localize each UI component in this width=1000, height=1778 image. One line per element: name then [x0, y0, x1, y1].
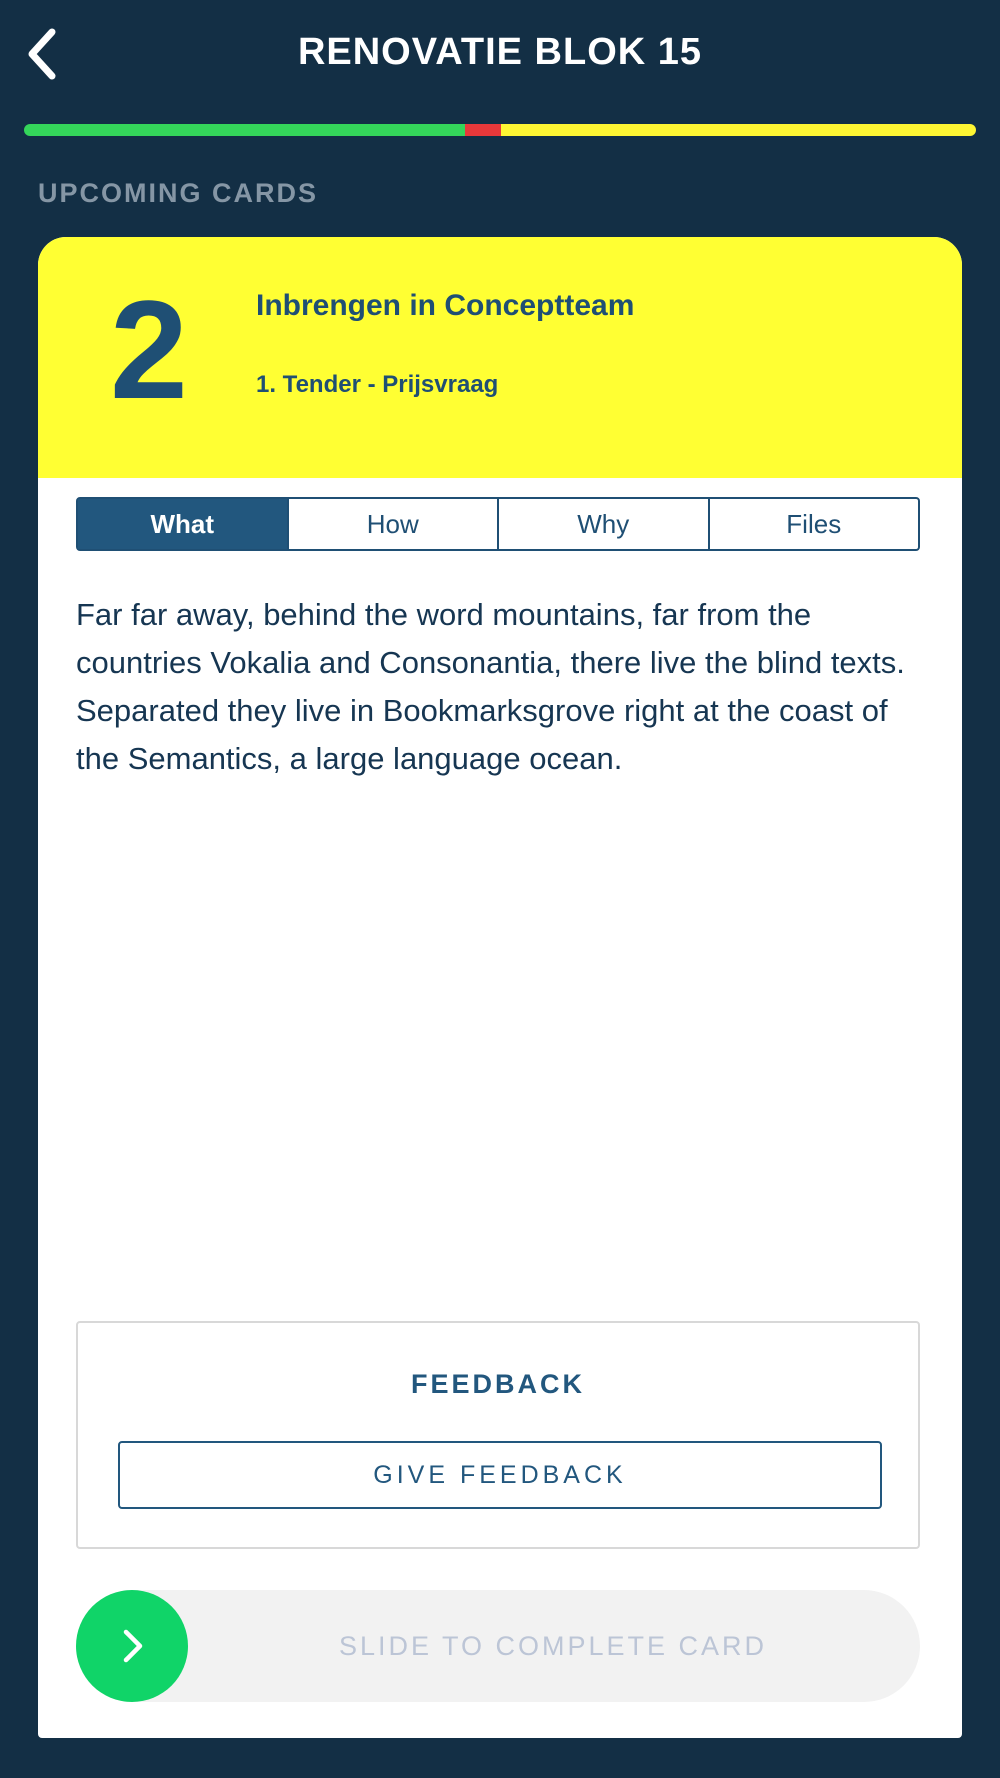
give-feedback-button[interactable]: GIVE FEEDBACK — [118, 1441, 882, 1509]
card-tabs — [76, 497, 920, 551]
progress-segment-pending — [501, 124, 976, 136]
tab-how[interactable]: How — [287, 499, 498, 549]
complete-card-slider[interactable] — [76, 1590, 920, 1702]
card-title: Inbrengen in Conceptteam — [256, 289, 635, 322]
task-card — [38, 237, 962, 1738]
page-title: RENOVATIE BLOK 15 — [297, 31, 703, 73]
feedback-title: FEEDBACK — [410, 1369, 585, 1399]
tab-why[interactable]: Why — [497, 499, 708, 549]
slider-label: SLIDE TO COMPLETE CARD — [338, 1630, 768, 1661]
card-header — [38, 237, 962, 478]
tab-files[interactable]: Files — [708, 499, 919, 549]
card-content: Far far away, behind the word mountains, far from the countries Vokalia and Consonantia, there live the blind texts. Separated they live in Bookmarksgrove right at the coast of the Semantics, a large language ocean. — [76, 597, 905, 776]
app-header — [0, 0, 1000, 110]
card-subtitle: 1. Tender - Prijsvraag — [256, 371, 499, 398]
feedback-panel — [76, 1321, 920, 1549]
progress-segment-complete — [24, 124, 465, 136]
tab-what[interactable]: What — [78, 499, 287, 549]
section-label: UPCOMING CARDS — [38, 178, 319, 208]
chevron-right-icon — [112, 1626, 152, 1666]
project-progress-bar — [24, 124, 976, 136]
progress-segment-issue — [465, 124, 501, 136]
slider-handle[interactable] — [76, 1590, 188, 1702]
card-number: 2 — [110, 271, 188, 428]
